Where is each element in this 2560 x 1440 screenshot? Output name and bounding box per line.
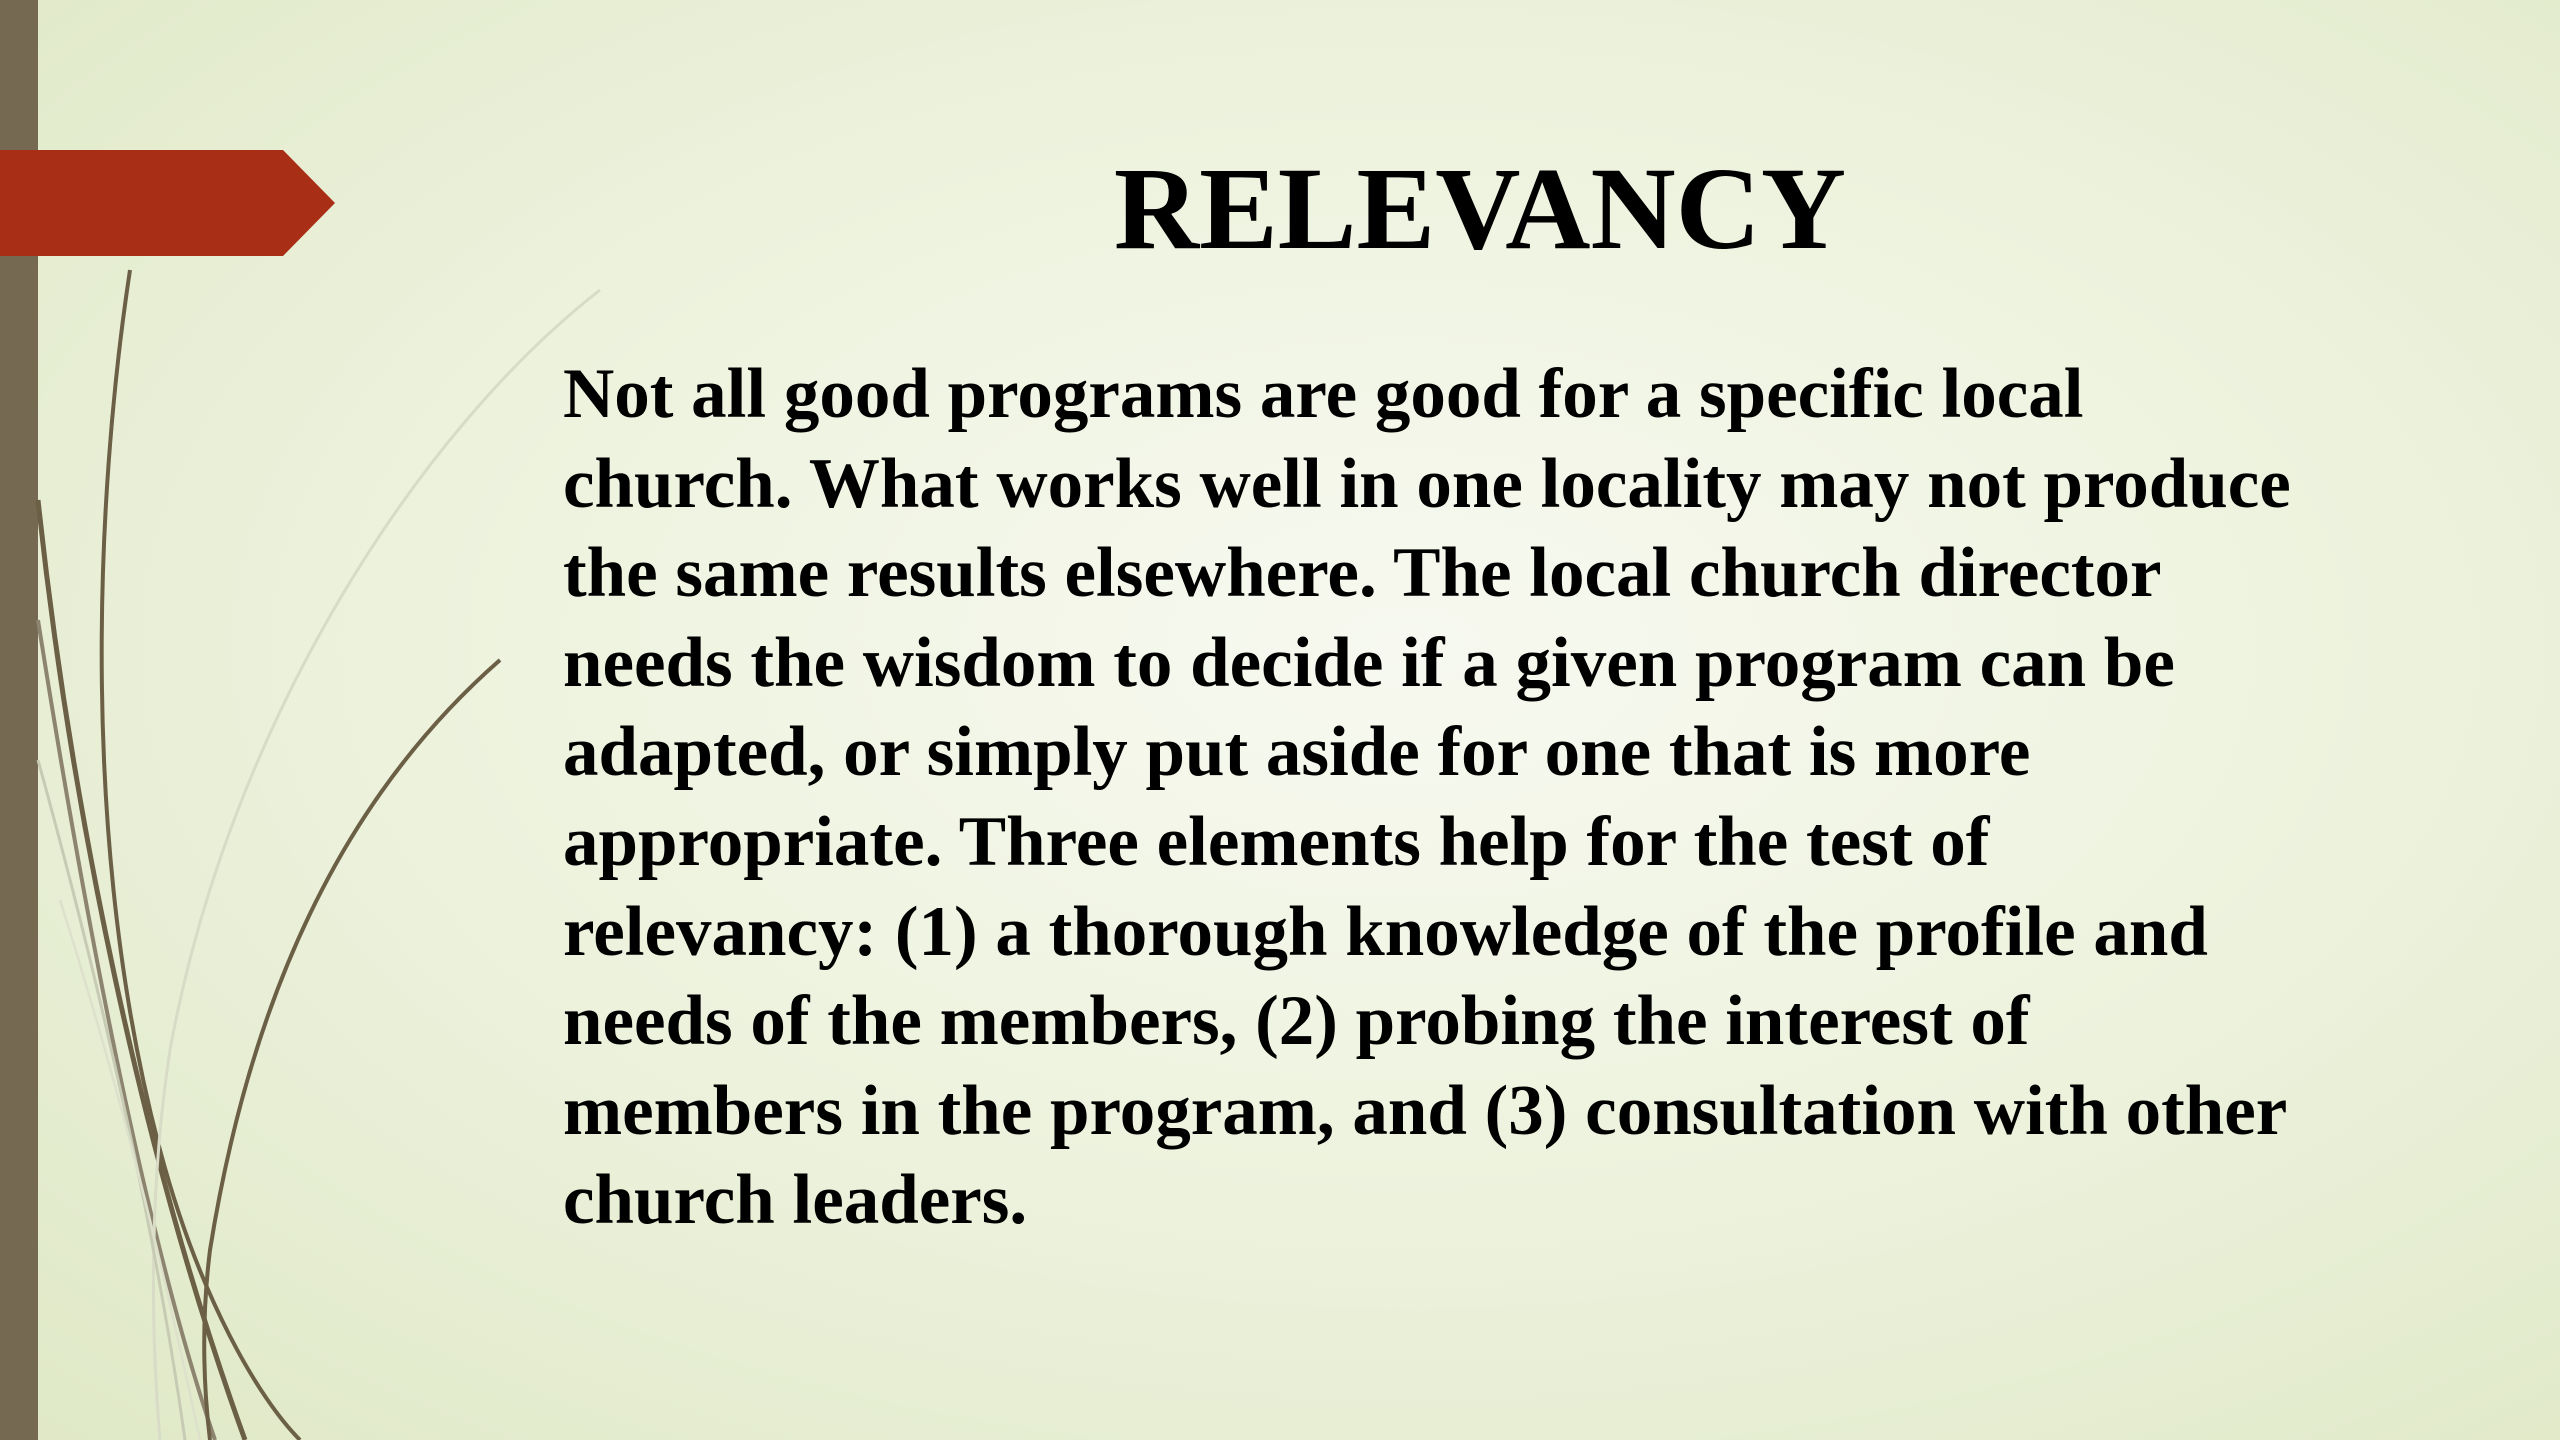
body-line: church. What works well in one locality may not produce [563, 444, 2291, 523]
body-line: needs of the members, (2) probing the interest of [563, 982, 2030, 1061]
slide-body-text [563, 350, 2413, 1246]
body-line: church leaders. [563, 1161, 1028, 1240]
body-line: Not all good programs are good for a specific local [563, 355, 2084, 433]
body-line: relevancy: (1) a thorough knowledge of the profile and [563, 892, 2208, 971]
arrow-flag [0, 150, 335, 256]
body-line: needs the wisdom to decide if a given program can be [563, 623, 2175, 702]
body-line: the same results elsewhere. The local church director [563, 534, 2162, 613]
slide-title: RELEVANCY [1113, 143, 1847, 274]
body-line: members in the program, and (3) consultation with other [563, 1071, 2288, 1150]
body-line: appropriate. Three elements help for the test of [563, 802, 1990, 881]
body-line: adapted, or simply put aside for one that is more [563, 713, 2031, 792]
